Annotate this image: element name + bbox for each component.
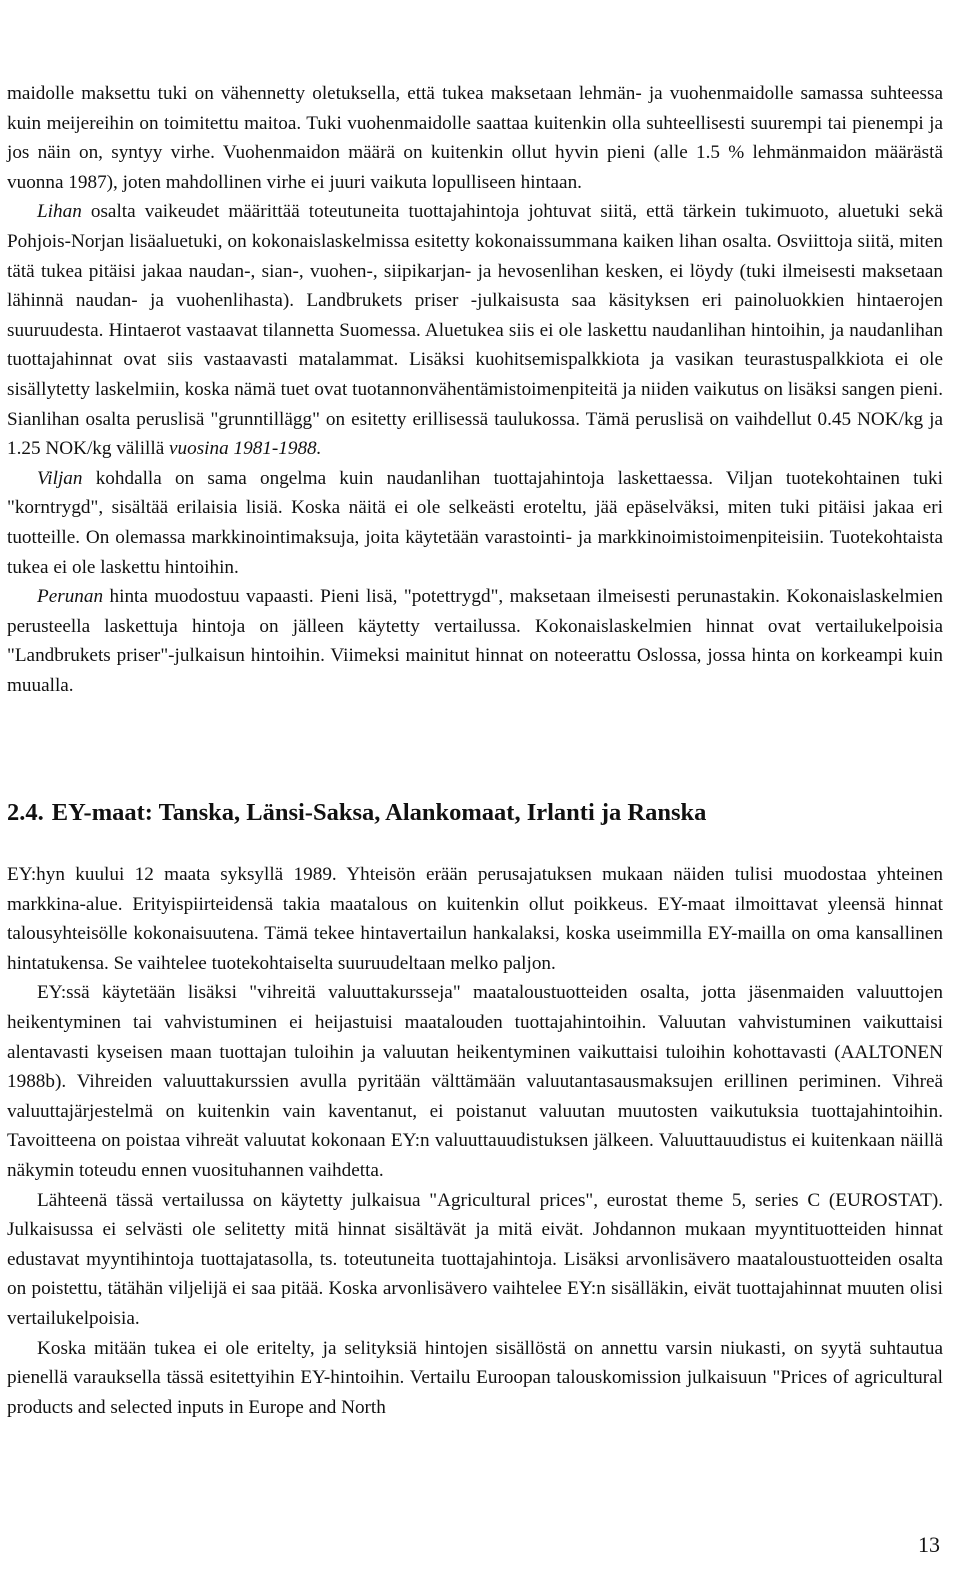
paragraph-ey-intro: EY:hyn kuului 12 maata syksyllä 1989. Yhteisön erään perusajatuksen mukaan näiden tulisi muodostaa yhteinen markkina-alue. Erityispiirteidensä takia maatalous on kuitenkin ollut poikkeus. EY-maat ilmoittavat yleensä hinnat talousyhteisölle kokonaisuutena. Tämä tekee hintavertailun hankalaksi, koska useimmilla EY-mailla on oma kansallinen hintatukensa. Se vaihtelee tuotekohtaiselta suuruudeltaan melko paljon. [7, 864, 943, 974]
paragraph-source: Lähteenä tässä vertailussa on käytetty julkaisua "Agricultural prices", eurostat theme 5, series C (EUROSTAT). Julkaisussa ei selvästi ole selitetty mitä hinnat sisältävät ja mitä eivät. Johdannon mukaan myyntituotteiden hinnat edustavat myyntihintoja tuottajatasolla, ts. toteutuneita tuottajahintoja. Lisäksi arvonlisävero maataloustuotteiden osalta on poistettu, tätähän viljelijä ei saa pitää. Koska arvonlisävero vaihtelee EY:n sisälläkin, eivät tuottajahinnat muuten olisi vertailukelpoisia. [7, 1189, 943, 1329]
page-number: 13 [918, 1532, 940, 1557]
section-number: 2.4. [7, 799, 44, 826]
section-heading [7, 797, 943, 829]
paragraph-lead-meat: Lihan [37, 201, 82, 223]
paragraph-meat-text: osalta vaikeudet määrittää toteutuneita tuottajahintoja johtuvat siitä, että tärkein tukimuoto, aluetuki sekä Pohjois-Norjan lisäaluetuki, on kokonaislaskelmissa esitetty kokonaissummana kaiken lihan osalta. Osviittoja siitä, miten tätä tukea pitäisi jakaa naudan-, sian-, vuohen-, siipikarjan- ja hevosenlihan kesken, ei löydy (tuki ilmeisesti maksetaan lähinnä naudan- ja vuohenlihasta). Landbrukets priser -julkaisusta saa käsityksen eri painoluokkien hintaerojen suuruudesta. Hintaerot vastaavat tilannetta Suomessa. Aluetukea siis ei ole laskettu naudanlihan hintoihin, ja naudanlihan tuottajahinnat ovat siis vastaavasti matalammat. Lisäksi kuohitsemispalkkiota ja vasikan teurastuspalkkiota ei ole sisällytetty laskelmiin, koska nämä tuet ovat tuotannonvähentämistoimenpiteitä ja niiden vaikutus on lisäksi sangen pieni. Sianlihan osalta peruslisä "grunntillägg" on esitetty erillisessä taulukossa. Tämä peruslisä on vaihdellut 0.45 NOK/kg ja 1.25 NOK/kg välillä [7, 201, 943, 460]
paragraph-milk-support: maidolle maksettu tuki on vähennetty oletuksella, että tukea maksetaan lehmän- ja vuohenmaidolle samassa suhteessa kuin meijereihin on toimitettu maitoa. Tuki vuohenmaidolle saattaa kuitenkin olla suhteellisesti suurempi tai pienempi ja jos näin on, syntyy virhe. Vuohenmaidon määrä on kuitenkin ollut hyvin pieni (alle 1.5 % lehmänmaidon määrästä vuonna 1987), joten mahdollinen virhe ei juuri vaikuta lopulliseen hintaan. [7, 83, 943, 193]
paragraph-lead-potato: Perunan [37, 586, 104, 608]
paragraph-grain [7, 464, 943, 582]
paragraph-potato-text: hinta muodostuu vapaasti. Pieni lisä, "potettrygd", maksetaan ilmeisesti perunastakin. Kokonaislaskelmien perusteella laskettuja hintoja on jälleen käytetty vertailussa. Kokonaislaskelmien hinnat ovat vertailukelpoisia "Landbrukets priser"-julkaisun hintoihin. Viimeksi mainitut hinnat on noteerattu Oslossa, jossa hinta on korkeampi kuin muualla. [7, 586, 943, 696]
section-title: EY-maat: Tanska, Länsi-Saksa, Alankomaat, Irlanti ja Ranska [51, 799, 707, 826]
paragraph-lead-grain: Viljan [37, 467, 83, 489]
paragraph-meat [7, 197, 943, 463]
paragraph-potato [7, 582, 943, 700]
body-text-bottom [7, 860, 943, 1422]
paragraph-green-rates: EY:ssä käytetään lisäksi "vihreitä valuuttakursseja" maataloustuotteiden osalta, jotta jäsenmaiden valuuttojen heikentyminen tai vahvistuminen ei heijastuisi maatalouden tuottajahintoihin. Valuutan vahvistuminen vaikuttaisi alentavasti kyseisen maan tuottajan tuloihin ja valuutan heikentyminen vaikuttaisi tuloihin kohottavasti (AALTONEN 1988b). Vihreiden valuuttakurssien avulla pyritään välttämään valuutantasausmaksujen erillinen periminen. Vihreä valuuttajärjestelmä on kuitenkin vain kaventanut, ei poistanut valuutan muutosten vaikutuksia tuottajahintoihin. Tavoitteena on poistaa vihreät valuutat kokonaan EY:n valuuttauudistuksen jälkeen. Valuuttauudistus ei kuitenkaan näillä näkymin toteudu ennen vuosituhannen vaihdetta. [7, 982, 943, 1181]
paragraph-caveat: Koska mitään tukea ei ole eritelty, ja selityksiä hintojen sisällöstä on annettu varsin niukasti, on syytä suhtautua pienellä varauksella tässä esitettyihin EY-hintoihin. Vertailu Euroopan talouskomission julkaisuun "Prices of agricultural products and selected inputs in Europe and North [7, 1337, 943, 1418]
paragraph-grain-text: kohdalla on sama ongelma kuin naudanlihan tuottajahintoja laskettaessa. Viljan tuotekohtainen tuki "korntrygd", sisältää erilaisia lisiä. Koska näitä ei ole selkeästi eroteltu, jää epäselväksi, miten tuki pitäisi jakaa eri tuotteille. On olemassa markkinointimaksuja, joita käytetään varastointi- ja markkinoimistoimenpiteisiin. Tuotekohtaista tukea ei ole laskettu hintoihin. [7, 467, 943, 578]
body-text-top [7, 79, 943, 700]
paragraph-meat-years: vuosina 1981-1988. [169, 438, 322, 460]
